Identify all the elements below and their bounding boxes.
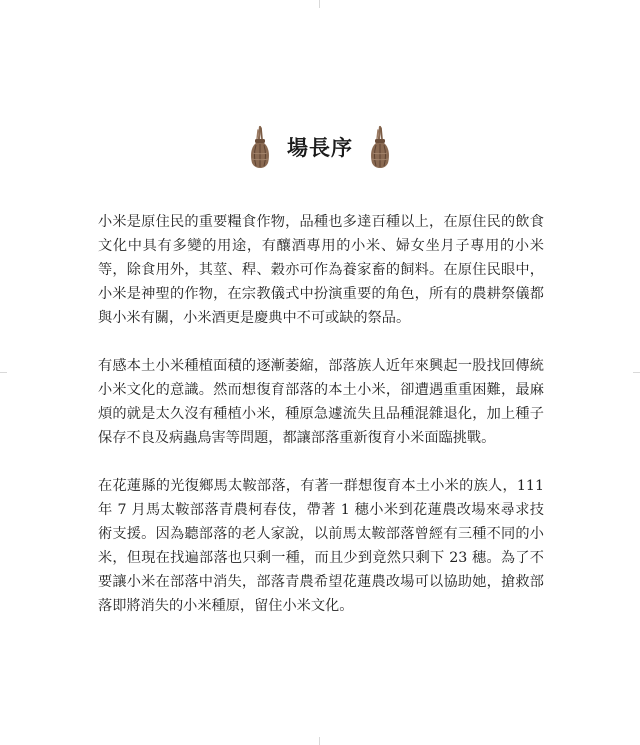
paragraph-3: 在花蓮縣的光復鄉馬太鞍部落，有著一群想復育本土小米的族人，111年 7 月馬太鞍部落青農柯春伎，帶著 1 穗小米到花蓮農改場來尋求技術支援。因為聽部落的老人家說，以前馬太鞍部落曾經有三種不同的小米，但現在找遍部落也只剩一種，而且少到竟然只剩下 23 穗。為了不要讓小米在部落中消失，部落青農希望花蓮農改場可以協助她，搶救部落即將消失的小米種原，留住小米文化。: [98, 478, 544, 614]
crop-mark-left: [0, 372, 7, 373]
preface-body: [98, 210, 544, 642]
millet-bundle-icon: [367, 125, 393, 169]
crop-mark-bottom: [319, 737, 320, 745]
paragraph-1: 小米是原住民的重要糧食作物，品種也多達百種以上，在原住民的飲食文化中具有多變的用途，有釀酒專用的小米、婦女坐月子專用的小米等，除食用外，其莖、稈、穀亦可作為養家畜的飼料。在原住民眼中，小米是神聖的作物，在宗教儀式中扮演重要的角色，所有的農耕祭儀都與小米有關，小米酒更是慶典中不可或缺的祭品。: [98, 214, 544, 326]
crop-mark-right: [633, 372, 640, 373]
crop-mark-top: [319, 0, 320, 8]
paragraph-2: 有感本土小米種植面積的逐漸萎縮，部落族人近年來興起一股找回傳統小米文化的意識。然而想復育部落的本土小米，卻遭遇重重困難，最麻煩的就是太久沒有種植小米，種原急遽流失且品種混雜退化，加上種子保存不良及病蟲鳥害等問題，都讓部落重新復育小米面臨挑戰。: [98, 358, 544, 446]
page-title: 場長序: [287, 135, 353, 160]
millet-bundle-icon: [247, 125, 273, 169]
page-heading: [0, 125, 640, 169]
